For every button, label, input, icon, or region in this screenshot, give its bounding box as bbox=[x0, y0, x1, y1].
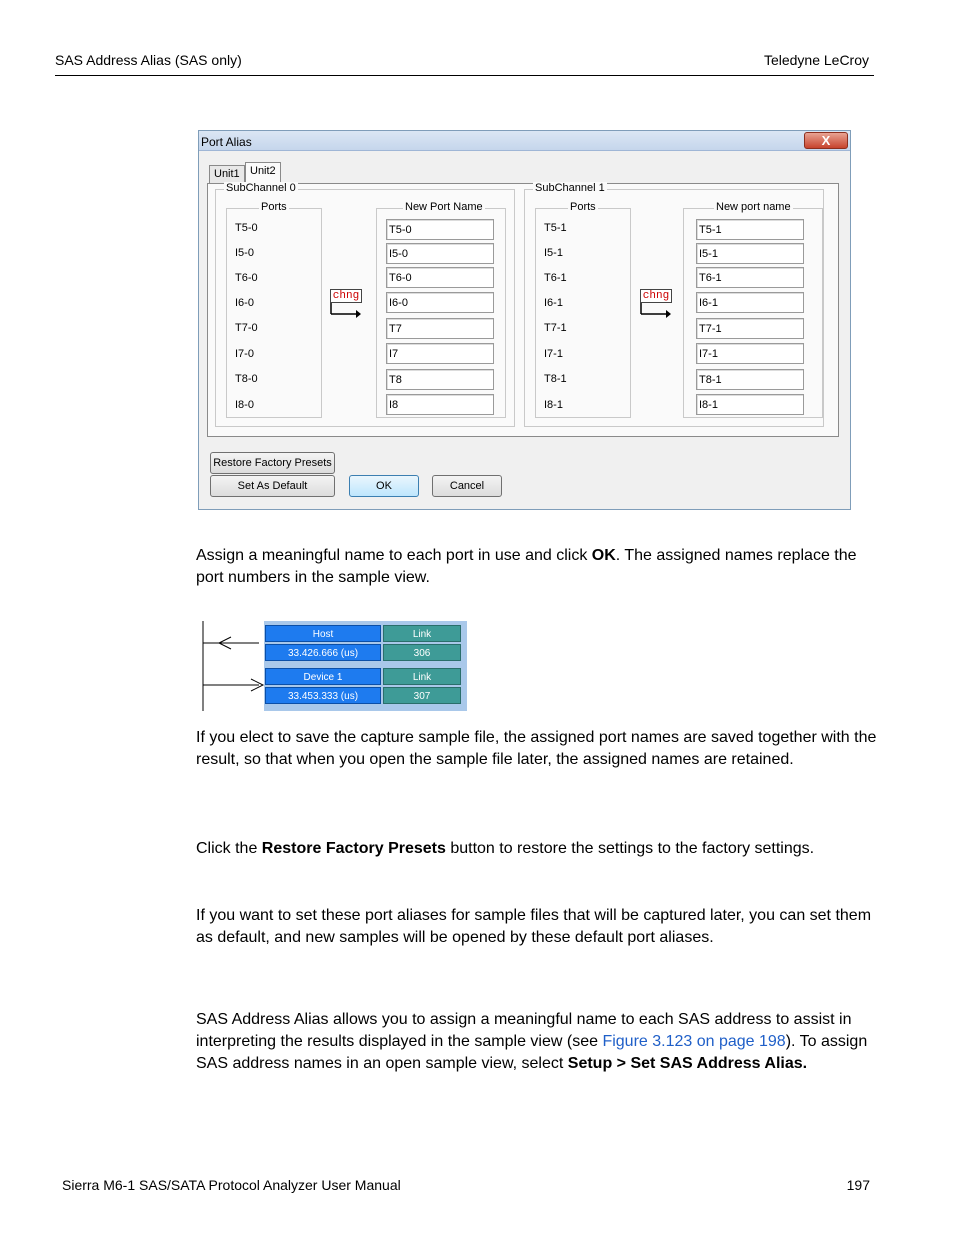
port-name-cell: Host bbox=[265, 625, 381, 642]
port-label: I8-1 bbox=[544, 399, 563, 411]
alias-input[interactable] bbox=[696, 343, 804, 364]
ports-box-0 bbox=[226, 201, 322, 418]
change-button-0[interactable] bbox=[330, 289, 362, 319]
text: ). To assign SAS address names in an open sample view, select bbox=[196, 1033, 868, 1072]
port-label: T7-1 bbox=[544, 322, 567, 334]
timestamp-cell: 33.453.333 (us) bbox=[265, 687, 381, 704]
alias-input[interactable] bbox=[386, 243, 494, 264]
bold-text: Restore Factory Presets bbox=[261, 840, 446, 857]
port-label: I6-0 bbox=[235, 297, 254, 309]
ok-button[interactable]: OK bbox=[349, 475, 419, 497]
port-alias-dialog bbox=[198, 130, 851, 510]
dialog-title: Port Alias bbox=[201, 135, 252, 149]
change-button-label: chng bbox=[330, 289, 362, 303]
text: Assign a meaningful name to each port in use and click bbox=[196, 547, 592, 564]
port-label: I7-0 bbox=[235, 348, 254, 360]
restore-factory-presets-button[interactable]: Restore Factory Presets bbox=[210, 452, 335, 474]
alias-input[interactable] bbox=[696, 267, 804, 288]
arrow-right-icon bbox=[330, 289, 362, 319]
paragraph-save-names: If you elect to save the capture sample file, the assigned port names are saved together with the result, so that when you open the sample file later, the assigned names are retained. bbox=[196, 729, 877, 768]
port-name-cell: Device 1 bbox=[265, 668, 381, 685]
alias-input[interactable] bbox=[386, 394, 494, 415]
port-label: T6-1 bbox=[544, 272, 567, 284]
new-port-name-heading: New port name bbox=[716, 201, 791, 213]
tab-unit2[interactable]: Unit2 bbox=[245, 162, 281, 184]
alias-input[interactable] bbox=[386, 292, 494, 313]
running-header-title: SAS Address Alias (SAS only) bbox=[55, 52, 242, 68]
port-label: I5-0 bbox=[235, 247, 254, 259]
link-cell: Link bbox=[383, 668, 461, 685]
ports-box-1 bbox=[535, 201, 631, 418]
link-cell: Link bbox=[383, 625, 461, 642]
text: Click the bbox=[196, 840, 262, 857]
running-header-company: Teledyne LeCroy bbox=[763, 52, 869, 68]
paragraph-set-default: If you want to set these port aliases for sample files that will be captured later, you can set them as default, and new samples will be opened by these default port aliases. bbox=[196, 907, 872, 946]
paragraph-restore-presets bbox=[196, 838, 886, 860]
figure-link[interactable]: Figure 3.123 on page 198 bbox=[602, 1033, 786, 1050]
paragraph-sas-address-alias bbox=[196, 1009, 886, 1075]
alias-input[interactable] bbox=[696, 219, 804, 240]
alias-input[interactable] bbox=[696, 318, 804, 339]
alias-input[interactable] bbox=[696, 369, 804, 390]
port-label: T8-0 bbox=[235, 373, 258, 385]
port-label: I8-0 bbox=[235, 399, 254, 411]
ports-heading: Ports bbox=[570, 201, 596, 213]
alias-input[interactable] bbox=[386, 369, 494, 390]
text: button to restore the settings to the factory settings. bbox=[445, 840, 815, 857]
port-label: I7-1 bbox=[544, 348, 563, 360]
set-as-default-button[interactable]: Set As Default bbox=[210, 475, 335, 497]
subchannel-0-label: SubChannel 0 bbox=[226, 182, 296, 194]
alias-input[interactable] bbox=[696, 292, 804, 313]
dialog-title-bar bbox=[199, 131, 850, 151]
timestamp-cell: 33.426.666 (us) bbox=[265, 644, 381, 661]
cancel-button[interactable]: Cancel bbox=[432, 475, 502, 497]
footer-manual-title: Sierra M6-1 SAS/SATA Protocol Analyzer User Manual bbox=[62, 1177, 401, 1193]
value-cell: 307 bbox=[383, 687, 461, 704]
page-number: 197 bbox=[846, 1177, 870, 1193]
port-label: T5-1 bbox=[544, 222, 567, 234]
change-button-1[interactable] bbox=[640, 289, 672, 319]
bold-text: Setup > Set SAS Address Alias. bbox=[567, 1055, 808, 1072]
subchannel-1-label: SubChannel 1 bbox=[535, 182, 605, 194]
port-label: T8-1 bbox=[544, 373, 567, 385]
new-port-name-heading: New Port Name bbox=[405, 201, 483, 213]
value-cell: 306 bbox=[383, 644, 461, 661]
text: SAS Address Alias allows you to assign a meaningful name to each SAS address to assist in interpreting the results displayed in the sample view (see bbox=[196, 1011, 852, 1050]
tab-unit1[interactable]: Unit1 bbox=[209, 165, 245, 183]
arrow-right-icon bbox=[640, 289, 672, 319]
change-button-label: chng bbox=[640, 289, 672, 303]
header-rule bbox=[55, 75, 874, 76]
paragraph-assign-names bbox=[196, 545, 886, 589]
sample-view-strip bbox=[201, 621, 467, 711]
port-label: I6-1 bbox=[544, 297, 563, 309]
ports-heading: Ports bbox=[261, 201, 287, 213]
close-icon[interactable]: X bbox=[804, 132, 848, 149]
text: . The assigned names replace the port numbers in the sample view. bbox=[196, 547, 857, 586]
port-label: T7-0 bbox=[235, 322, 258, 334]
alias-input[interactable] bbox=[386, 343, 494, 364]
alias-input[interactable] bbox=[696, 243, 804, 264]
bold-text: OK bbox=[591, 547, 616, 564]
alias-input[interactable] bbox=[386, 267, 494, 288]
alias-input[interactable] bbox=[386, 219, 494, 240]
port-label: T6-0 bbox=[235, 272, 258, 284]
alias-input[interactable] bbox=[386, 318, 494, 339]
port-label: T5-0 bbox=[235, 222, 258, 234]
port-label: I5-1 bbox=[544, 247, 563, 259]
alias-input[interactable] bbox=[696, 394, 804, 415]
